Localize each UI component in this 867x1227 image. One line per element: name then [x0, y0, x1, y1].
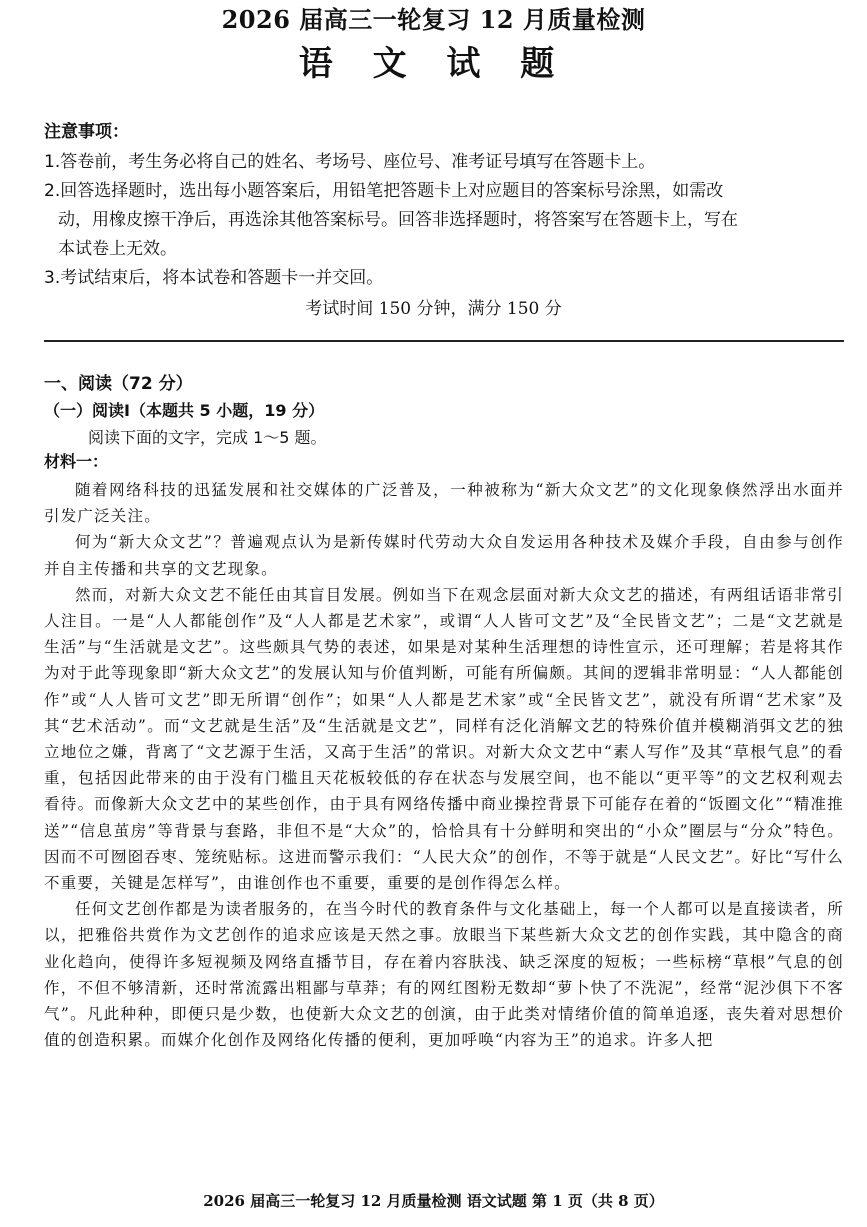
note-item-1: 1.答卷前，考生务必将自己的姓名、考场号、座位号、准考证号填写在答题卡上。	[44, 152, 656, 172]
page-footer: 2026 届高三一轮复习 12 月质量检测 语文试题 第 1 页（共 8 页）	[203, 1192, 664, 1210]
notes-list	[44, 148, 844, 293]
note-item-2-line-2: 动，用橡皮擦干净后，再选涂其他答案标号。回答非选择题时，将答案写在答题卡上，写在	[58, 210, 738, 230]
note-item-3: 3.考试结束后，将本试卷和答题卡一并交回。	[44, 268, 384, 288]
note-item-2	[44, 177, 844, 264]
section-heading: 一、阅读（72 分）	[44, 374, 193, 394]
exam-title: 2026 届高三一轮复习 12 月质量检测	[221, 5, 646, 34]
part-heading: （一）阅读Ⅰ（本题共 5 小题，19 分）	[44, 401, 325, 420]
note-item-2-line-3: 本试卷上无效。	[58, 239, 177, 259]
exam-time: 考试时间 150 分钟，满分 150 分	[305, 299, 562, 319]
paragraph-4: 任何文艺创作都是为读者服务的，在当今时代的教育条件与文化基础上，每一个人都可以是直接读者，所以，把雅俗共赏作为文艺创作的追求应该是天然之事。放眼当下某些新大众文艺的创作实践，其中隐含的商业化趋向，使得许多短视频及网络直播节目，存在着内容肤浅、缺乏深度的短板；一些标榜“草根”气息的创作，不但不够清新，还时常流露出粗鄙与草莽；有的网红图粉无数却“萝卜快了不洗泥”，经常“泥沙俱下不客气”。凡此种种，即便只是少数，也使新大众文艺的创演，由于此类对情绪价值的简单追逐，丧失着对思想价值的创造积累。而媒介化创作及网络化传播的便利，更加呼唤“内容为王”的追求。许多人把	[44, 900, 844, 1050]
material-text	[44, 477, 844, 1053]
notes-heading: 注意事项：	[44, 122, 129, 142]
material-label: 材料一：	[44, 452, 109, 471]
paragraph-3: 然而，对新大众文艺不能任由其盲目发展。例如当下在观念层面对新大众文艺的描述，有两组话语非常引人注目。一是“人人都能创作”及“人人都是艺术家”，或谓“人人皆可文艺”及“全民皆文艺”；二是“文艺就是生活”与“生活就是文艺”。这些颇具气势的表述，如果是对某种生活理想的诗性宣示，还可理解；若是将其作为对于此等现象即“新大众文艺”的发展认知与价值判断，可能有所偏颇。其间的逻辑非常明显：“人人都能创作”或“人人皆可文艺”即无所谓“创作”；如果“人人都是艺术家”或“全民皆文艺”，就没有所谓“艺术家”及其“艺术活动”。而“文艺就是生活”及“生活就是文艺”，同样有泛化消解文艺的特殊价值并模糊消弭文艺的独立地位之嫌，背离了“文艺源于生活，又高于生活”的常识。对新大众文艺中“素人写作”及其“草根气息”的看重，包括因此带来的由于没有门槛且天花板较低的存在状态与发展空间，也不能以“更平等”的文艺权利观去看待。而像新大众文艺中的某些创作，由于具有网络传播中商业操控背景下可能存在着的“饭圈文化”“精准推送”“信息茧房”等背景与套路，非但不是“大众”的，恰恰具有十分鲜明和突出的“小众”圈层与“分众”特色。因而不可囫囵吞枣、笼统贴标。这进而警示我们：“人民大众”的创作，不等于就是“人民文艺”。好比“写什么不重要，关键是怎样写”，由谁创作也不重要，重要的是创作得怎么样。	[44, 585, 844, 893]
paragraph-2: 何为“新大众文艺”？普遍观点认为是新传媒时代劳动大众自发运用各种技术及媒介手段，自由参与创作并自主传播和共享的文艺现象。	[44, 533, 844, 578]
reading-instruction: 阅读下面的文字，完成 1～5 题。	[88, 428, 327, 447]
subject-title: 语 文 试 题	[298, 44, 569, 84]
note-item-2-line-1: 2.回答选择题时，选出每小题答案后，用铅笔把答题卡上对应题目的答案标号涂黑，如需改	[44, 181, 724, 201]
section-divider	[44, 340, 844, 342]
paragraph-1: 随着网络科技的迅猛发展和社交媒体的广泛普及，一种被称为“新大众文艺”的文化现象倏然浮出水面并引发广泛关注。	[44, 481, 844, 526]
